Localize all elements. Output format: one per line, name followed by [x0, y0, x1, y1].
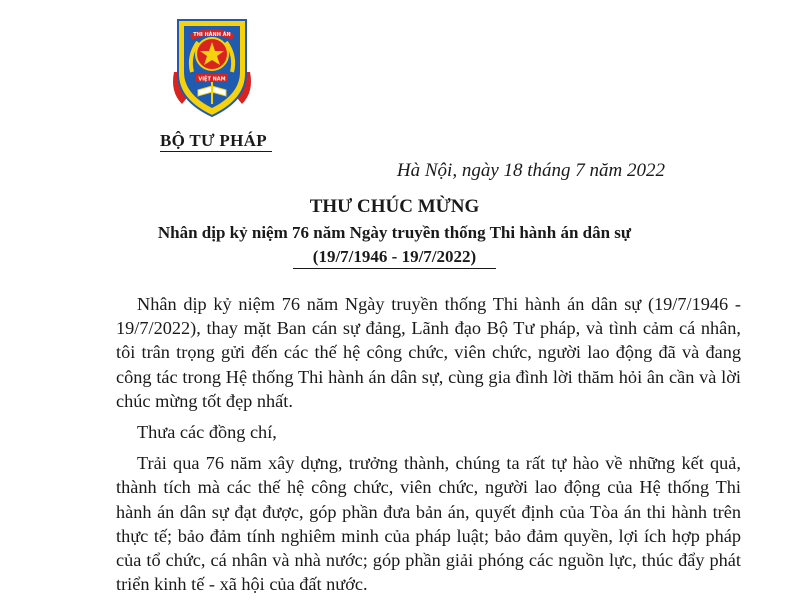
- document-dates-line: (19/7/1946 - 19/7/2022): [312, 247, 477, 266]
- document-title: THƯ CHÚC MỪNG: [309, 196, 480, 217]
- organization-name-underline: [160, 151, 272, 152]
- dates-underline: [293, 268, 496, 269]
- paragraph-salutation: Thưa các đồng chí,: [137, 422, 277, 443]
- paragraph-intro: Nhân dịp kỷ niệm 76 năm Ngày truyền thống Thi hành án dân sự (19/7/1946 - 19/7/2022), thay mặt Ban cán sự đảng, Lãnh đạo Bộ Tư pháp, và tình cảm cá nhân, tôi trân trọng gửi đến các thế hệ công chức, viên chức, người lao động đã và đang công tác trong Hệ thống Thi hành án dân sự, cùng gia đình lời thăm hỏi ân cần và lời chúc mừng tốt đẹp nhất.: [116, 294, 741, 411]
- document-subtitle: Nhân dịp kỷ niệm 76 năm Ngày truyền thống Thi hành án dân sự: [157, 223, 632, 242]
- paragraph-achievements: Trải qua 76 năm xây dựng, trưởng thành, chúng ta rất tự hào về những kết quả, thành tích mà các thế hệ công chức, viên chức, người lao động của Hệ thống Thi hành án dân sự đạt được, góp phần đưa bản án, quyết định của Tòa án thi hành trên thực tế; bảo đảm tính nghiêm minh của pháp luật; bảo đảm quyền, lợi ích hợp pháp của tổ chức, cá nhân và nhà nước; góp phần giải phóng các nguồn lực, thúc đẩy phát triển kinh tế - xã hội của đất nước.: [116, 453, 741, 595]
- svg-text:VIỆT NAM: VIỆT NAM: [198, 76, 226, 83]
- letter-body: [116, 292, 741, 603]
- svg-text:THI HÀNH ÁN: THI HÀNH ÁN: [193, 32, 231, 38]
- enforcement-emblem-logo: [168, 12, 256, 120]
- organization-name: BỘ TƯ PHÁP: [160, 131, 267, 150]
- place-and-date: Hà Nội, ngày 18 tháng 7 năm 2022: [396, 160, 665, 181]
